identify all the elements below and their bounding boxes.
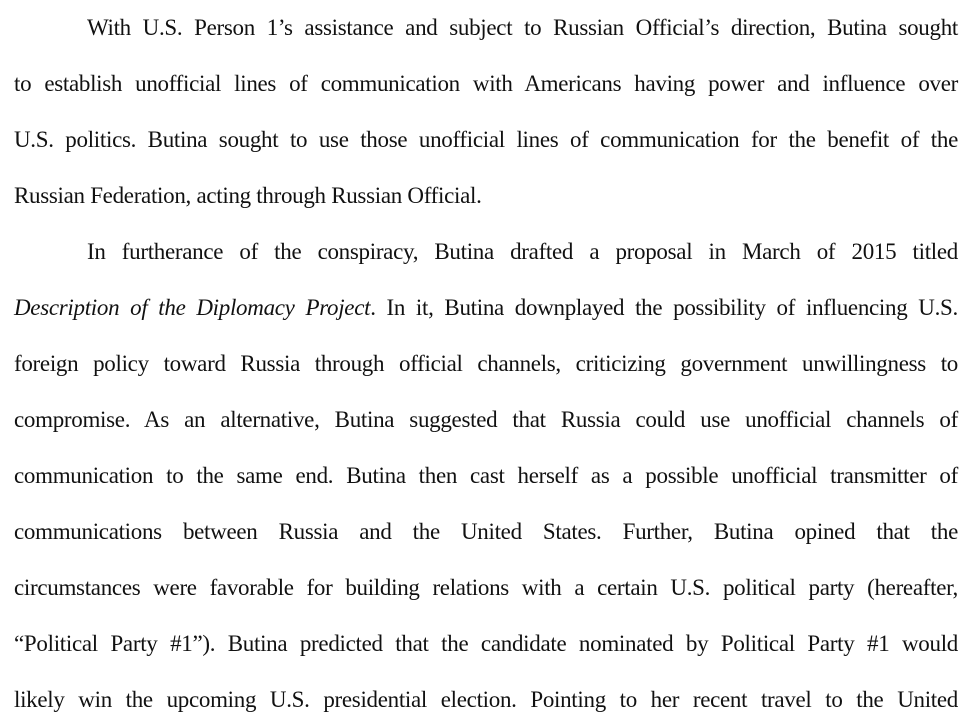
text-line: Russian Federation, acting through Russian Official. [14, 183, 482, 208]
text-line: “Political Party #1”). Butina predicted that the candidate nominated by Political Party #1 would [14, 631, 958, 656]
text-line: In furtherance of the conspiracy, Butina drafted a proposal in March of 2015 titled [87, 239, 958, 264]
text-line: With U.S. Person 1’s assistance and subject to Russian Official’s direction, Butina sought [87, 15, 958, 40]
text-line: U.S. politics. Butina sought to use those unofficial lines of communication for the benefit of the [14, 127, 958, 152]
text-line [14, 293, 958, 323]
text-line: compromise. As an alternative, Butina suggested that Russia could use unofficial channels of [14, 407, 958, 432]
text-line: to establish unofficial lines of communication with Americans having power and influence over [14, 71, 958, 96]
text-line: foreign policy toward Russia through official channels, criticizing government unwillingness to [14, 351, 958, 376]
text-line-rest: . In it, Butina downplayed the possibility of influencing U.S. [370, 295, 958, 320]
document-title-italic: Description of the Diplomacy Project [14, 295, 371, 320]
text-line: communications between Russia and the United States. Further, Butina opined that the [14, 519, 958, 544]
text-line: circumstances were favorable for building relations with a certain U.S. political party (hereafter, [14, 575, 958, 600]
text-line: likely win the upcoming U.S. presidential election. Pointing to her recent travel to the United [14, 687, 958, 712]
text-line: communication to the same end. Butina then cast herself as a possible unofficial transmitter of [14, 463, 958, 488]
